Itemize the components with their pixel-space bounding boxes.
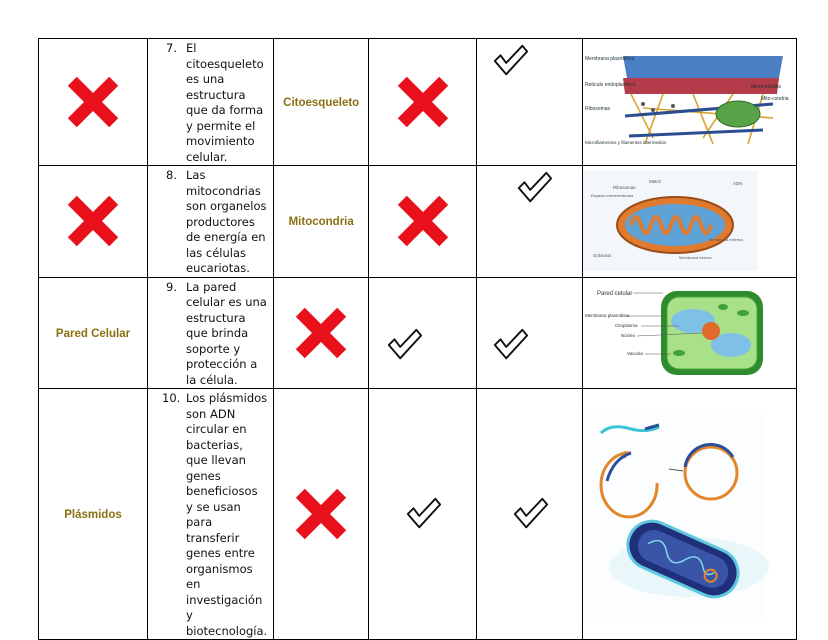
table-row: [39, 277, 797, 389]
row9-term: Pared Celular: [39, 277, 148, 389]
cyto-label-membrana: Membrana plasmática: [585, 56, 635, 62]
cell-label-pared: Pared celular: [597, 290, 633, 297]
cross-icon: [66, 75, 120, 129]
cyto-label-reticulo: Retículo endoplasmico: [585, 82, 636, 88]
row10-illustration: [583, 389, 797, 640]
cyto-label-microtubulos: Micro-túbulos: [751, 84, 782, 90]
row8-col4: [369, 166, 477, 278]
check-icon: [511, 495, 549, 533]
cross-icon: [294, 487, 348, 541]
row9-description: 9. La pared celular es una estructura que brinda soporte y protección a la célula.: [148, 277, 274, 389]
cross-icon: [396, 194, 450, 248]
mito-label-espacio: Espacio intermembrana: [591, 193, 634, 199]
cell-label-nucleo: Núcleo: [621, 332, 636, 338]
row7-col4: [369, 39, 477, 166]
row9-col4: [369, 277, 477, 389]
row8-term: Mitocondria: [274, 166, 369, 278]
cross-icon: [66, 194, 120, 248]
row10-term: Plásmidos: [39, 389, 148, 640]
row7-col1: [39, 39, 148, 166]
row9-col5: [477, 277, 583, 389]
row7-col5: [477, 39, 583, 166]
cell-label-membrana: Membrana plasmática: [585, 312, 630, 318]
mito-label-granulos: Gránulos: [593, 253, 612, 259]
row10-col4: [369, 389, 477, 640]
cross-icon: [294, 306, 348, 360]
mito-label-membrana-externa: Membrana externa: [709, 237, 743, 243]
row7-illustration: [583, 39, 797, 166]
mito-label-matriz: Matriz: [649, 179, 662, 185]
row9-col3: [274, 277, 369, 389]
row8-description: 8. Las mitocondrias son organelos productores de energía en las células eucariotas.: [148, 166, 274, 278]
table-row: [39, 39, 797, 166]
row10-col5: [477, 389, 583, 640]
cell-wall-illustration: [583, 287, 793, 379]
check-icon: [385, 326, 423, 364]
cytoskeleton-illustration: [583, 48, 793, 156]
mito-label-adn: ADN: [733, 181, 743, 187]
check-icon: [491, 326, 529, 364]
check-icon: [515, 169, 553, 207]
plasmid-plus-sign: +: [621, 446, 630, 462]
table-row: [39, 166, 797, 278]
cell-label-vacuola: Vacuola: [627, 350, 644, 356]
check-icon: [404, 495, 442, 533]
row8-illustration: [583, 166, 797, 278]
cyto-label-microfilamentos: Microfilamentos y filamentos intermedios: [585, 140, 667, 145]
row10-description: 10. Los plásmidos son ADN circular en bacterias, que llevan genes beneficiosos y se usan para transferir genes entre organismos en investigación y biotecnología.: [148, 389, 274, 640]
row8-col5: [477, 166, 583, 278]
cyto-label-ribosomas: Ribosomas: [585, 106, 611, 112]
row7-description: 7. El citoesqueleto es una estructura que da forma y permite el movimiento celular.: [148, 39, 274, 166]
row8-col1: [39, 166, 148, 278]
plasmid-illustration: [583, 409, 795, 619]
check-icon: [491, 42, 529, 80]
row10-col3: [274, 389, 369, 640]
cross-icon: [396, 75, 450, 129]
mitochondria-illustration: [583, 171, 793, 271]
table-row: [39, 389, 797, 640]
cell-label-citoplasma: Citoplasma: [615, 322, 638, 328]
row9-illustration: [583, 277, 797, 389]
mito-label-membrana-interna: Membrana interna: [679, 255, 712, 261]
comparison-table: [38, 38, 797, 640]
mito-label-ribosomas: Ribosomas: [613, 185, 636, 191]
cyto-label-mitocondria: Mito-condria: [761, 96, 789, 102]
row7-term: Citoesqueleto: [274, 39, 369, 166]
